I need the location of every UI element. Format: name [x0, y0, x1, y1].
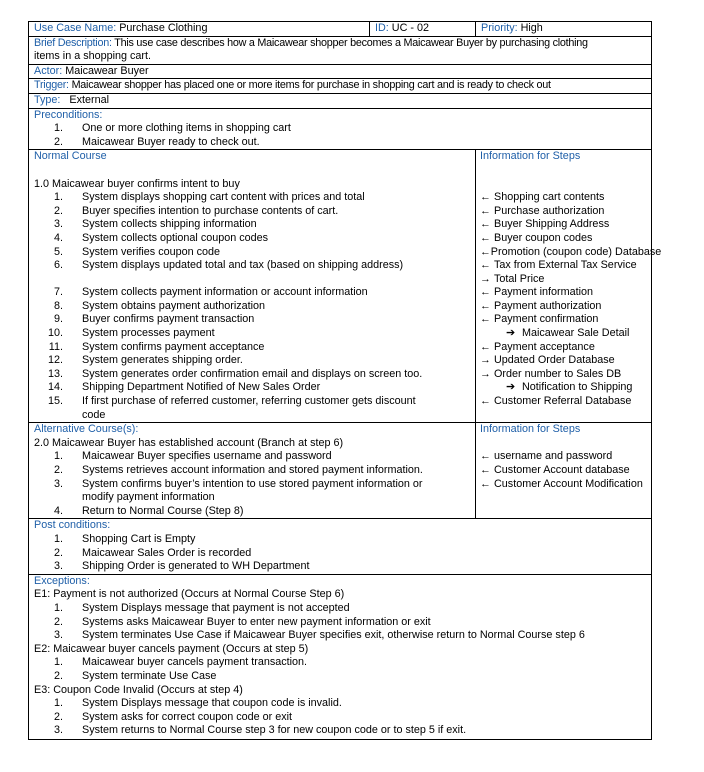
post-text: Shopping Cart is Empty — [82, 532, 196, 545]
normal-step — [34, 218, 475, 232]
priority-cell — [476, 22, 652, 37]
arrow-left-icon: ← — [480, 340, 491, 353]
post-number: 2. — [53, 546, 63, 559]
post-number: 3. — [53, 560, 63, 573]
exception-text: Maicawear buyer cancels payment transaction. — [82, 656, 308, 669]
normal-step-text: System collects optional coupon codes — [82, 231, 269, 244]
post-text: Maicawear Sales Order is recorded — [82, 546, 252, 559]
trigger-value: Maicawear shopper has placed one or more items for purchase in shopping cart and is ready to check out — [71, 79, 551, 92]
use-case-table — [28, 21, 662, 740]
normal-step-number: 6. — [53, 259, 63, 272]
normal-info-item — [480, 341, 651, 355]
type-label: Type: — [34, 93, 61, 106]
arrow-left-icon: ← — [480, 204, 491, 217]
exception-number: 2. — [53, 669, 63, 682]
post-condition-item — [34, 547, 651, 561]
normal-step-number: 13. — [47, 367, 63, 380]
normal-info-item — [480, 395, 651, 409]
post-conditions-cell — [29, 519, 652, 574]
arrow-left-icon: ← — [480, 313, 491, 326]
alt-step-number: 4. — [53, 504, 63, 517]
brief-text-line1: This use case describes how a Maicawear shopper becomes a Maicawear Buyer by purchasing clothing — [114, 36, 588, 49]
alt-step — [34, 464, 475, 478]
normal-step-15-continued: code — [82, 408, 106, 421]
exception-number: 1. — [53, 656, 63, 669]
exception-item — [34, 697, 651, 711]
trigger-cell — [29, 79, 652, 94]
priority-value: High — [520, 22, 543, 34]
normal-step-number: 12. — [47, 354, 63, 367]
normal-step-text: System collects shipping information — [82, 218, 257, 231]
normal-step-number: 9. — [53, 313, 63, 326]
preconditions-row — [29, 108, 652, 150]
type-cell — [29, 93, 652, 108]
arrow-left-icon: ← — [480, 477, 491, 490]
normal-step-text: Buyer confirms payment transaction — [82, 313, 255, 326]
arrow-right-icon: → — [480, 354, 491, 367]
id-cell — [370, 22, 476, 37]
normal-step — [34, 313, 475, 327]
normal-info-text: Tax from External Tax Service — [494, 259, 637, 272]
normal-info-text: Purchase authorization — [494, 204, 605, 217]
exception-item — [34, 724, 651, 738]
exception-item — [34, 711, 651, 725]
alt-info-item — [480, 450, 651, 464]
use-case-name-cell — [29, 22, 370, 37]
type-value: External — [69, 93, 110, 106]
preconditions-label: Preconditions: — [34, 108, 103, 121]
normal-info-text: Notification to Shipping — [522, 381, 633, 394]
brief-cell — [29, 36, 652, 64]
exception-number: 3. — [53, 724, 63, 737]
trigger-label: Trigger: — [34, 79, 69, 92]
normal-info-item — [480, 354, 651, 368]
arrow-left-icon: ← — [480, 259, 491, 272]
header-row — [29, 22, 652, 37]
normal-step-number: 7. — [53, 286, 63, 299]
normal-info-item — [480, 232, 651, 246]
arrow-right-icon: → — [480, 367, 491, 380]
arrow-left-icon: ← — [480, 286, 491, 299]
alt-step-text: Systems retrieves account information and stored payment information. — [82, 464, 423, 476]
normal-course-row — [29, 150, 652, 423]
normal-info-text: Payment confirmation — [494, 313, 599, 326]
arrow-left-icon: ← — [480, 218, 491, 231]
alternative-course-cell — [29, 423, 476, 519]
exception-e3-title: E3: Coupon Code Invalid (Occurs at step 4) — [34, 683, 243, 696]
alt-step — [34, 478, 475, 492]
exception-item — [34, 629, 651, 643]
actor-value: Maicawear Buyer — [65, 64, 149, 77]
use-case-name-value: Purchase Clothing — [119, 22, 208, 34]
alt-step-text: Return to Normal Course (Step 8) — [82, 504, 244, 517]
normal-step-text: If first purchase of referred customer, referring customer gets discount — [82, 395, 416, 408]
actor-label: Actor: — [34, 64, 63, 77]
normal-info-cell — [476, 150, 662, 423]
exceptions-cell — [29, 574, 652, 739]
normal-step — [34, 232, 475, 246]
brief-label: Brief Description: — [34, 36, 112, 49]
exception-text: System returns to Normal Course step 3 for new coupon code or to step 5 if exit. — [82, 724, 467, 737]
use-case-document — [28, 21, 662, 740]
normal-step — [34, 395, 475, 409]
arrow-left-icon: ← — [480, 245, 491, 258]
normal-step-text: System generates shipping order. — [82, 354, 243, 367]
arrow-left-icon: ← — [480, 464, 491, 476]
normal-step-number: 14. — [47, 381, 63, 394]
normal-step-text: System verifies coupon code — [82, 245, 221, 258]
brief-text-line2: items in a shopping cart. — [34, 50, 152, 63]
normal-info-item — [480, 218, 651, 232]
exception-number: 2. — [53, 710, 63, 723]
arrow-right-icon: ➔ — [506, 327, 516, 340]
normal-info-text: Payment acceptance — [494, 340, 595, 353]
normal-step-text: System displays updated total and tax (based on shipping address) — [82, 259, 404, 272]
trigger-row — [29, 79, 652, 94]
exception-e1-title: E1: Payment is not authorized (Occurs at Normal Course Step 6) — [34, 588, 345, 601]
exception-e2-title: E2: Maicawear buyer cancels payment (Occurs at step 5) — [34, 642, 309, 655]
alt-step-number: 3. — [53, 477, 63, 490]
alt-info-item — [480, 464, 651, 478]
normal-step — [34, 381, 475, 395]
normal-info-item — [480, 286, 651, 300]
normal-step — [34, 286, 475, 300]
precondition-item — [34, 122, 651, 136]
normal-step-number: 11. — [48, 340, 63, 353]
actor-row — [29, 64, 652, 79]
normal-step-number: 15. — [47, 395, 63, 408]
exception-text: System terminates Use Case if Maicawear Buyer specifies exit, otherwise return to Normal Course step 6 — [82, 629, 585, 642]
normal-info-item — [480, 368, 651, 382]
normal-step-text: Shipping Department Notified of New Sales Order — [82, 381, 321, 394]
normal-info-label: Information for Steps — [480, 150, 581, 163]
priority-label: Priority: — [481, 22, 518, 34]
normal-step-text: System collects payment information or account information — [82, 286, 368, 299]
normal-info-item — [480, 273, 651, 287]
exception-text: System terminate Use Case — [82, 669, 217, 682]
post-conditions-label: Post conditions: — [34, 519, 111, 532]
precondition-text: Maicawear Buyer ready to check out. — [82, 135, 260, 148]
exception-item — [34, 602, 651, 616]
normal-info-text: Payment information — [494, 286, 594, 299]
normal-step-number: 10. — [47, 327, 63, 340]
normal-step-text: System processes payment — [82, 327, 215, 340]
exception-number: 1. — [53, 601, 63, 614]
exception-text: System Displays message that coupon code is invalid. — [82, 697, 342, 710]
type-row — [29, 93, 652, 108]
normal-step — [34, 341, 475, 355]
exception-number: 1. — [53, 697, 63, 710]
normal-info-text: Customer Referral Database — [494, 395, 632, 408]
id-label: ID: — [375, 22, 389, 34]
normal-step-text: System obtains payment authorization — [82, 299, 266, 312]
normal-info-item — [480, 205, 651, 219]
precondition-text: One or more clothing items in shopping cart — [82, 122, 291, 135]
arrow-right-icon: → — [480, 272, 491, 285]
normal-info-text: Maicawear Sale Detail — [522, 327, 630, 340]
exception-item — [34, 656, 651, 670]
exceptions-row — [29, 574, 652, 739]
alternative-course-intro: 2.0 Maicawear Buyer has established account (Branch at step 6) — [34, 436, 344, 449]
normal-step — [34, 259, 475, 273]
precondition-item — [34, 136, 651, 150]
normal-step-number: 2. — [53, 204, 63, 217]
alt-info-text: Customer Account Modification — [494, 477, 643, 490]
normal-info-text: Order number to Sales DB — [494, 367, 622, 380]
exception-text: System asks for correct coupon code or exit — [82, 710, 293, 723]
alt-step-text: System confirms buyer’s intention to use stored payment information or — [82, 477, 423, 490]
exception-text: System Displays message that payment is not accepted — [82, 601, 350, 614]
normal-info-item — [480, 191, 651, 205]
alt-step-number: 1. — [53, 450, 63, 463]
alternative-course-row — [29, 423, 652, 519]
arrow-left-icon: ← — [480, 450, 491, 463]
alt-info-item — [480, 478, 651, 492]
normal-step — [34, 368, 475, 382]
normal-course-steps — [34, 191, 475, 422]
normal-step-text: System confirms payment acceptance — [82, 340, 265, 353]
normal-step — [34, 327, 475, 341]
normal-info-text: Buyer Shipping Address — [494, 218, 610, 231]
preconditions-cell — [29, 108, 652, 150]
normal-step — [34, 191, 475, 205]
post-number: 1. — [53, 532, 63, 545]
normal-step — [34, 246, 475, 260]
normal-course-label: Normal Course — [34, 150, 107, 163]
normal-info-item — [480, 381, 651, 395]
alt-info-text: Customer Account database — [494, 464, 630, 476]
normal-info-text: Shopping cart contents — [494, 191, 605, 204]
normal-step — [34, 300, 475, 314]
arrow-left-icon: ← — [480, 191, 491, 204]
normal-info-item — [480, 313, 651, 327]
arrow-left-icon: ← — [480, 299, 491, 312]
alternative-course-label: Alternative Course(s): — [34, 423, 139, 436]
normal-info-item — [480, 245, 662, 260]
normal-step-text: Buyer specifies intention to purchase contents of cart. — [82, 204, 339, 217]
exceptions-label: Exceptions: — [34, 574, 90, 587]
normal-info-text: Payment authorization — [494, 299, 602, 312]
exception-text: Systems asks Maicawear Buyer to enter new payment information or exit — [82, 615, 431, 628]
normal-info-text: Updated Order Database — [494, 354, 615, 367]
exception-item — [34, 616, 651, 630]
post-condition-item — [34, 560, 651, 574]
normal-step-text: System generates order confirmation email and displays on screen too. — [82, 367, 423, 380]
exception-number: 2. — [53, 615, 63, 628]
arrow-left-icon: ← — [480, 395, 491, 408]
normal-info-text: Buyer coupon codes — [494, 231, 593, 244]
normal-course-intro: 1.0 Maicawear buyer confirms intent to buy — [34, 177, 240, 190]
alt-step-number: 2. — [53, 464, 63, 476]
normal-info-list — [480, 191, 662, 409]
alternative-info-label: Information for Steps — [480, 423, 581, 436]
post-condition-item — [34, 533, 651, 547]
normal-info-text: Promotion (coupon code) Database — [490, 245, 662, 258]
use-case-name-label: Use Case Name: — [34, 22, 117, 34]
normal-info-item — [480, 300, 651, 314]
normal-step — [34, 205, 475, 219]
normal-step-number: 1. — [53, 191, 63, 204]
normal-step-number: 5. — [53, 245, 63, 258]
post-conditions-row — [29, 519, 652, 574]
normal-step-number: 4. — [53, 231, 63, 244]
alt-step — [34, 505, 475, 519]
normal-info-item — [480, 327, 651, 341]
arrow-left-icon: ← — [480, 231, 491, 244]
alt-step — [34, 450, 475, 464]
exception-item — [34, 670, 651, 684]
alt-step-text: Maicawear Buyer specifies username and password — [82, 450, 332, 463]
precondition-number: 1. — [53, 122, 63, 135]
normal-step — [34, 354, 475, 368]
normal-info-text: Total Price — [494, 272, 545, 285]
actor-cell — [29, 64, 652, 79]
normal-info-item — [480, 259, 651, 273]
normal-course-cell — [29, 150, 476, 423]
normal-step-number: 8. — [53, 299, 63, 312]
alt-step-3-continued: modify payment information — [82, 491, 215, 504]
normal-step-number: 3. — [53, 218, 63, 231]
precondition-number: 2. — [53, 135, 63, 148]
post-text: Shipping Order is generated to WH Department — [82, 560, 310, 573]
arrow-right-icon: ➔ — [506, 381, 516, 394]
alternative-info-cell — [476, 423, 652, 519]
exception-number: 3. — [53, 629, 63, 642]
id-value: UC - 02 — [391, 22, 429, 34]
normal-step-text: System displays shopping cart content with prices and total — [82, 191, 365, 204]
brief-row — [29, 36, 652, 64]
alt-info-text: username and password — [494, 450, 613, 463]
